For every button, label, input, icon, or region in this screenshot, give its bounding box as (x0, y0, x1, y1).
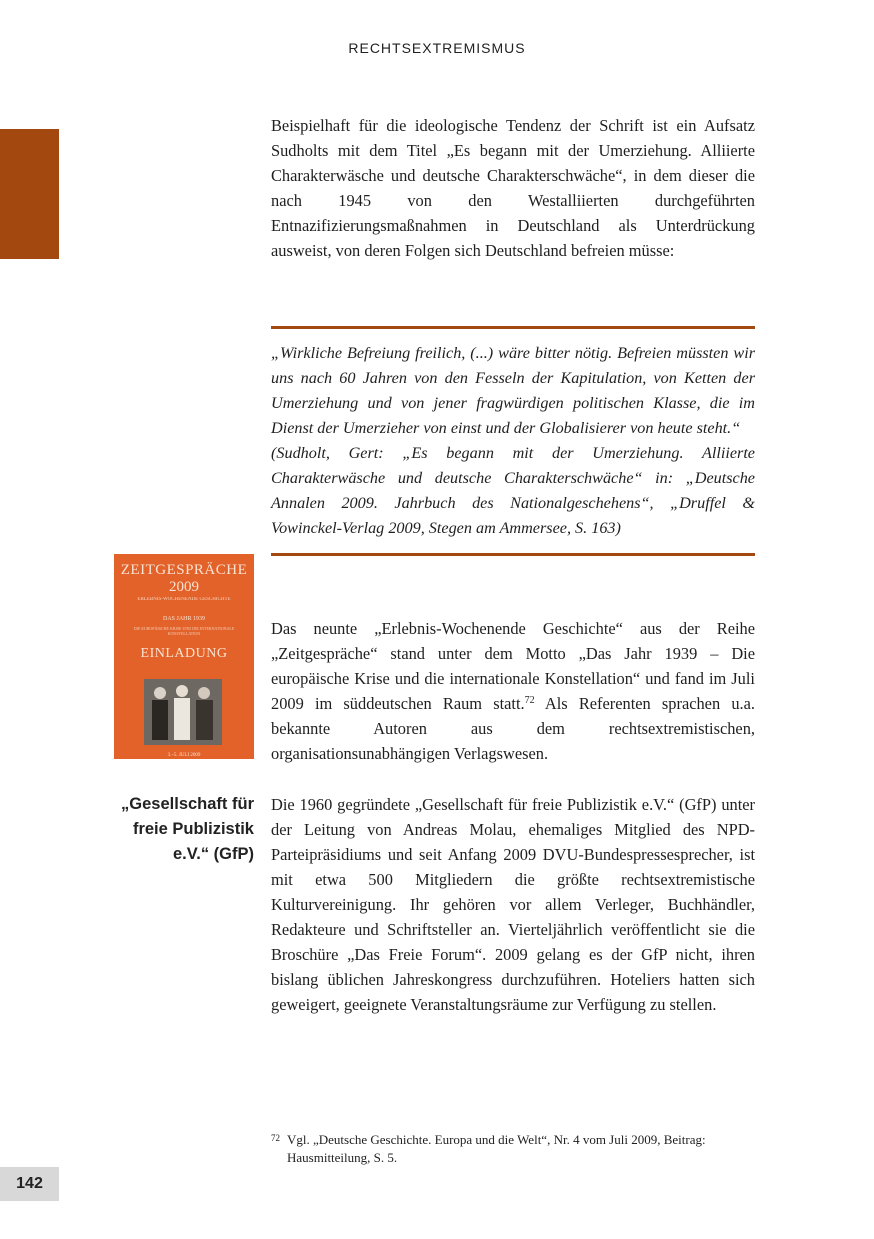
footnote-reference: 72 (524, 695, 535, 706)
cover-photo-figures (144, 679, 222, 745)
page-number: 142 (0, 1167, 59, 1201)
cover-topic: DAS JAHR 1939 (162, 616, 205, 622)
book-cover-image (114, 554, 254, 759)
quote-source: (Sudholt, Gert: „Es begann mit der Umerziehung. Alliierte Charakterwäsche und deutsche Charakterschwäche“ in: „Deutsche Annalen 2009. Jahrbuch des Nationalgeschehens“, „Druffel & Vowinckel-Verlag 2009, Stegen am Ammersee, S. 163) (271, 444, 755, 537)
footnote-text: Vgl. „Deutsche Geschichte. Europa und die Welt“, Nr. 4 vom Juli 2009, Beitrag: Hausmitteilung, S. 5. (287, 1132, 706, 1165)
quote-block (271, 326, 755, 556)
paragraph-sudholt-essay: Beispielhaft für die ideologische Tendenz der Schrift ist ein Aufsatz Sudholts mit dem Titel „Es begann mit der Umerziehung. Alliierte Charakterwäsche und deutsche Charakterschwäche“, in dem dieser die nach 1945 von den Westalliierten durchgeführten Entnazifizierungsmaßnahmen in Deutschland als Unterdrückung ausweist, von deren Folgen sich Deutschland befreien müsse: (271, 116, 755, 260)
cover-subtitle: ERLEBNIS-WOCHENENDE GESCHICHTE (137, 597, 231, 602)
running-head: RECHTSEXTREMISMUS (348, 40, 526, 56)
footnote-number: 72 (271, 1133, 280, 1143)
chapter-color-tab (0, 129, 59, 259)
cover-year: 2009 (169, 579, 199, 595)
margin-heading: „Gesellschaft für freie Publizistik e.V.“ (GfP) (121, 795, 254, 863)
footnote (271, 1131, 755, 1167)
cover-photo (144, 679, 222, 745)
cover-date: 3.–5. JULI 2009 (167, 753, 201, 758)
cover-title: ZEITGESPRÄCHE (120, 562, 248, 578)
paragraph-text-end: Als Referenten sprachen u.a. bekannte Autoren aus dem rechtsextremistischen, organisationsunabhängigen Verlagswesen. (271, 694, 755, 763)
paragraph-erlebnis-wochenende (271, 616, 755, 766)
paragraph-text-start: Das neunte „Erlebnis-Wochenende Geschichte“ aus der Reihe „Zeitgespräche“ stand unter dem Motto „Das Jahr 1939 – Die europäische Krise und die internationale Konstellation“ und fand im Juli 2009 im süddeutschen Raum statt. (271, 619, 755, 713)
paragraph-gfp: Die 1960 gegründete „Gesellschaft für freie Publizistik e.V.“ (GfP) unter der Leitung von Andreas Molau, ehemaliges Mitglied des NPD-Parteipräsidiums und seit Anfang 2009 DVU-Bundespressesprecher, ist mit etwa 500 Mitgliedern die größte rechtsextremistische Kulturvereinigung. Ihr gehören vor allem Verleger, Buchhändler, Redakteure und Schriftsteller an. Vierteljährlich veröffentlicht sie die Broschüre „Das Freie Forum“. 2009 gelang es der GfP nicht, ihren bislang üblichen Jahreskongress durchzuführen. Hoteliers hatten sich geweigert, geeignete Veranstaltungsräume zur Verfügung zu stellen. (271, 795, 755, 1014)
quote-text: „Wirkliche Befreiung freilich, (...) wäre bitter nötig. Befreien müssten wir uns nach 60 Jahren von den Fesseln der Kapitulation, von Ketten der Umerziehung und von jener fragwürdigen politischen Klasse, die im Dienst der Umerzieher von einst und der Globalisierer von heute steht.“ (271, 344, 755, 437)
cover-invitation: EINLADUNG (140, 646, 228, 661)
cover-description: DIE EUROPÄISCHE KRISE UND DIE INTERNATIONALE KONSTELLATION (133, 626, 235, 636)
